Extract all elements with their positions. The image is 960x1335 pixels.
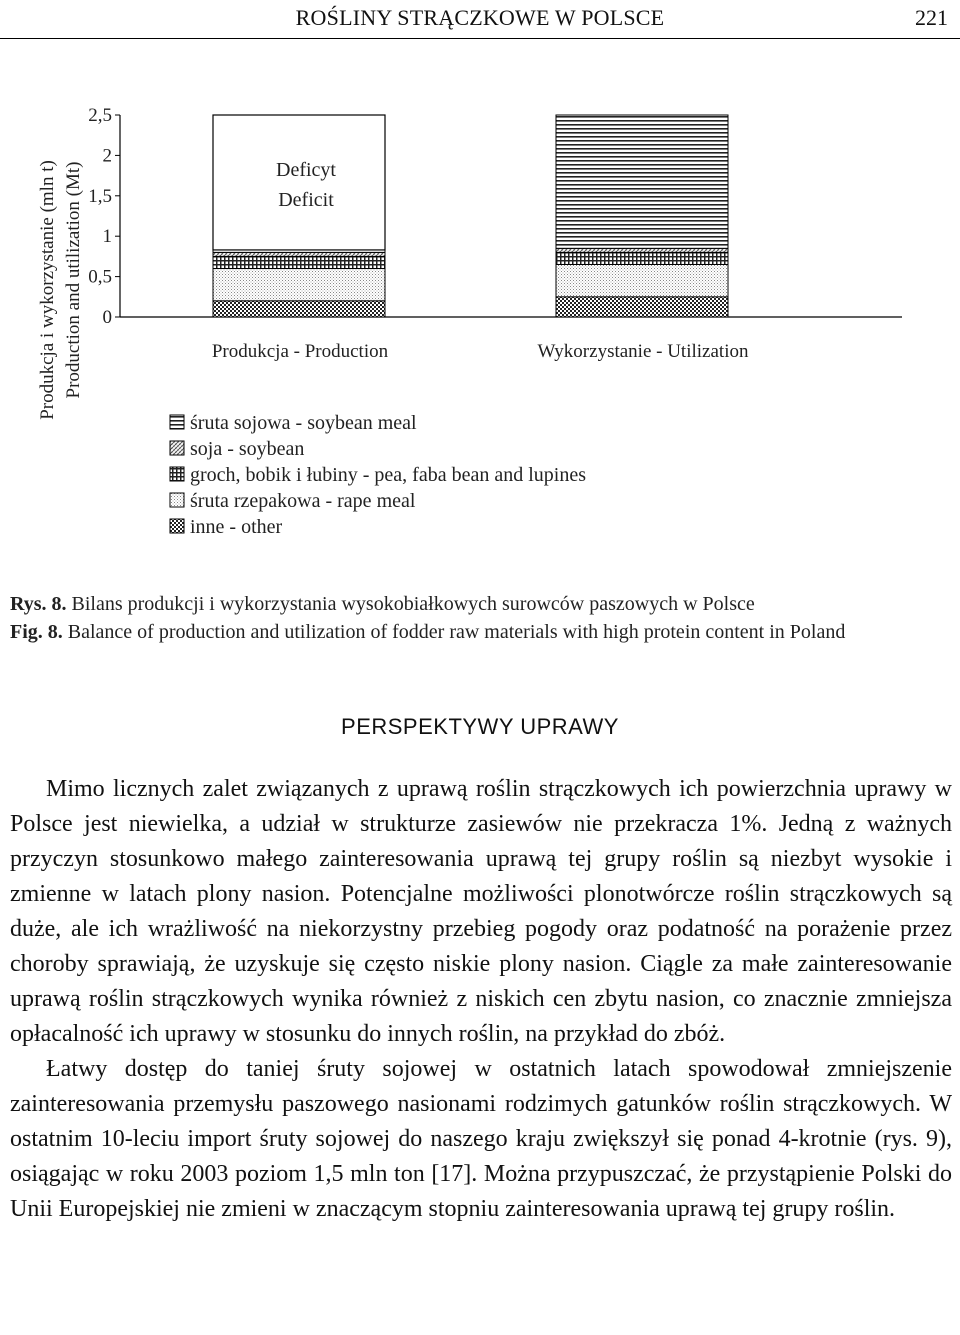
legend-swatch-soybean [170, 441, 184, 455]
bar-segment [213, 301, 385, 317]
bar-segment [213, 269, 385, 301]
x-category-utilization: Wykorzystanie - Utilization [537, 341, 749, 362]
legend-label-other: inne - other [190, 516, 283, 538]
legend-label-soybean: soja - soybean [190, 438, 305, 460]
body-text [10, 772, 952, 1227]
y-tick-label: 1,5 [88, 185, 112, 207]
legend [170, 412, 586, 538]
y-tick-label: 0,5 [88, 266, 112, 288]
y-tick-label: 0 [102, 307, 112, 328]
figure-caption-en [10, 618, 950, 646]
caption-label-pl: Rys. 8. [10, 593, 67, 615]
bar-segment [556, 264, 728, 296]
figure-caption-pl [10, 590, 950, 618]
bar-segment [213, 256, 385, 268]
y-axis-title-pl: Produkcja i wykorzystanie (mln t) [37, 160, 58, 420]
bar-segment [556, 297, 728, 317]
page-header [0, 0, 960, 39]
x-category-production: Produkcja - Production [211, 341, 389, 362]
y-tick-label: 2,5 [88, 105, 112, 126]
bar-segment-deficit [213, 115, 385, 250]
page-number: 221 [915, 5, 948, 30]
section-title: PERSPEKTYWY UPRAWY [341, 714, 619, 739]
deficit-label-pl: Deficyt [276, 159, 336, 181]
bar-segment [556, 248, 728, 252]
legend-swatch-soybean-meal [170, 415, 184, 429]
legend-label-soybean-meal: śruta sojowa - soybean meal [190, 412, 417, 434]
legend-swatch-other [170, 519, 184, 533]
y-tick-label: 2 [102, 145, 112, 167]
legend-swatch-pea [170, 467, 184, 481]
legend-label-pea: groch, bobik i łubiny - pea, faba bean and lupines [190, 464, 586, 486]
bar-segment [556, 252, 728, 264]
y-axis-title-en: Production and utilization (Mt) [63, 161, 84, 399]
y-tick-label: 1 [102, 226, 112, 248]
bar-segment [213, 252, 385, 256]
deficit-label-en: Deficit [278, 189, 334, 211]
bar-segment [556, 115, 728, 248]
figure-chart [0, 40, 960, 550]
caption-label-en: Fig. 8. [10, 621, 63, 643]
paragraph-2: Łatwy dostęp do taniej śruty sojowej w ostatnich latach spowodował zmniejszenie zainteresowania przemysłu paszowego nasionami rodzimych gatunków roślin strączkowych. W ostatnim 10-leciu import śruty sojowej do naszego kraju zwiększył się ponad 4-krotnie (rys. 9), osiągając w roku 2003 poziom 1,5 mln ton [17]. Można przypuszczać, że przystąpienie Polski do Unii Europejskiej nie zmieni w znaczącym stopniu zainteresowania uprawą tej grupy roślin. [10, 1056, 952, 1222]
legend-swatch-rape-meal [170, 493, 184, 507]
legend-label-rape-meal: śruta rzepakowa - rape meal [190, 490, 416, 512]
running-title: ROŚLINY STRĄCZKOWE W POLSCE [295, 5, 665, 30]
paragraph-1: Mimo licznych zalet związanych z uprawą roślin strączkowych ich powierzchnia uprawy w Polsce jest niewielka, a udział w strukturze zasiewów nie przekracza 1%. Jedną z ważnych przyczyn stosunkowo małego zainteresowania uprawą tej grupy roślin są niezbyt wysokie i zmienne w latach plony nasion. Potencjalne możliwości plonotwórcze roślin strączkowych są duże, ale ich wrażliwość na niekorzystny przebieg pogody oraz podatność na porażenie przez choroby sprawiają, że uzyskuje się często niskie plony nasion. Ciągle za małe zainteresowanie uprawą roślin strączkowych wynika również z niskich cen zbytu nasion, co znacznie zmniejsza opłacalność ich uprawy w stosunku do innych roślin, na przykład do zbóż. [10, 776, 952, 1047]
caption-text-en: Balance of production and utilization of fodder raw materials with high protein content in Poland [67, 621, 846, 643]
caption-text-pl: Bilans produkcji i wykorzystania wysokobiałkowych surowców paszowych w Polsce [71, 593, 755, 615]
bars-group [213, 115, 728, 317]
y-axis-ticks [88, 105, 120, 328]
